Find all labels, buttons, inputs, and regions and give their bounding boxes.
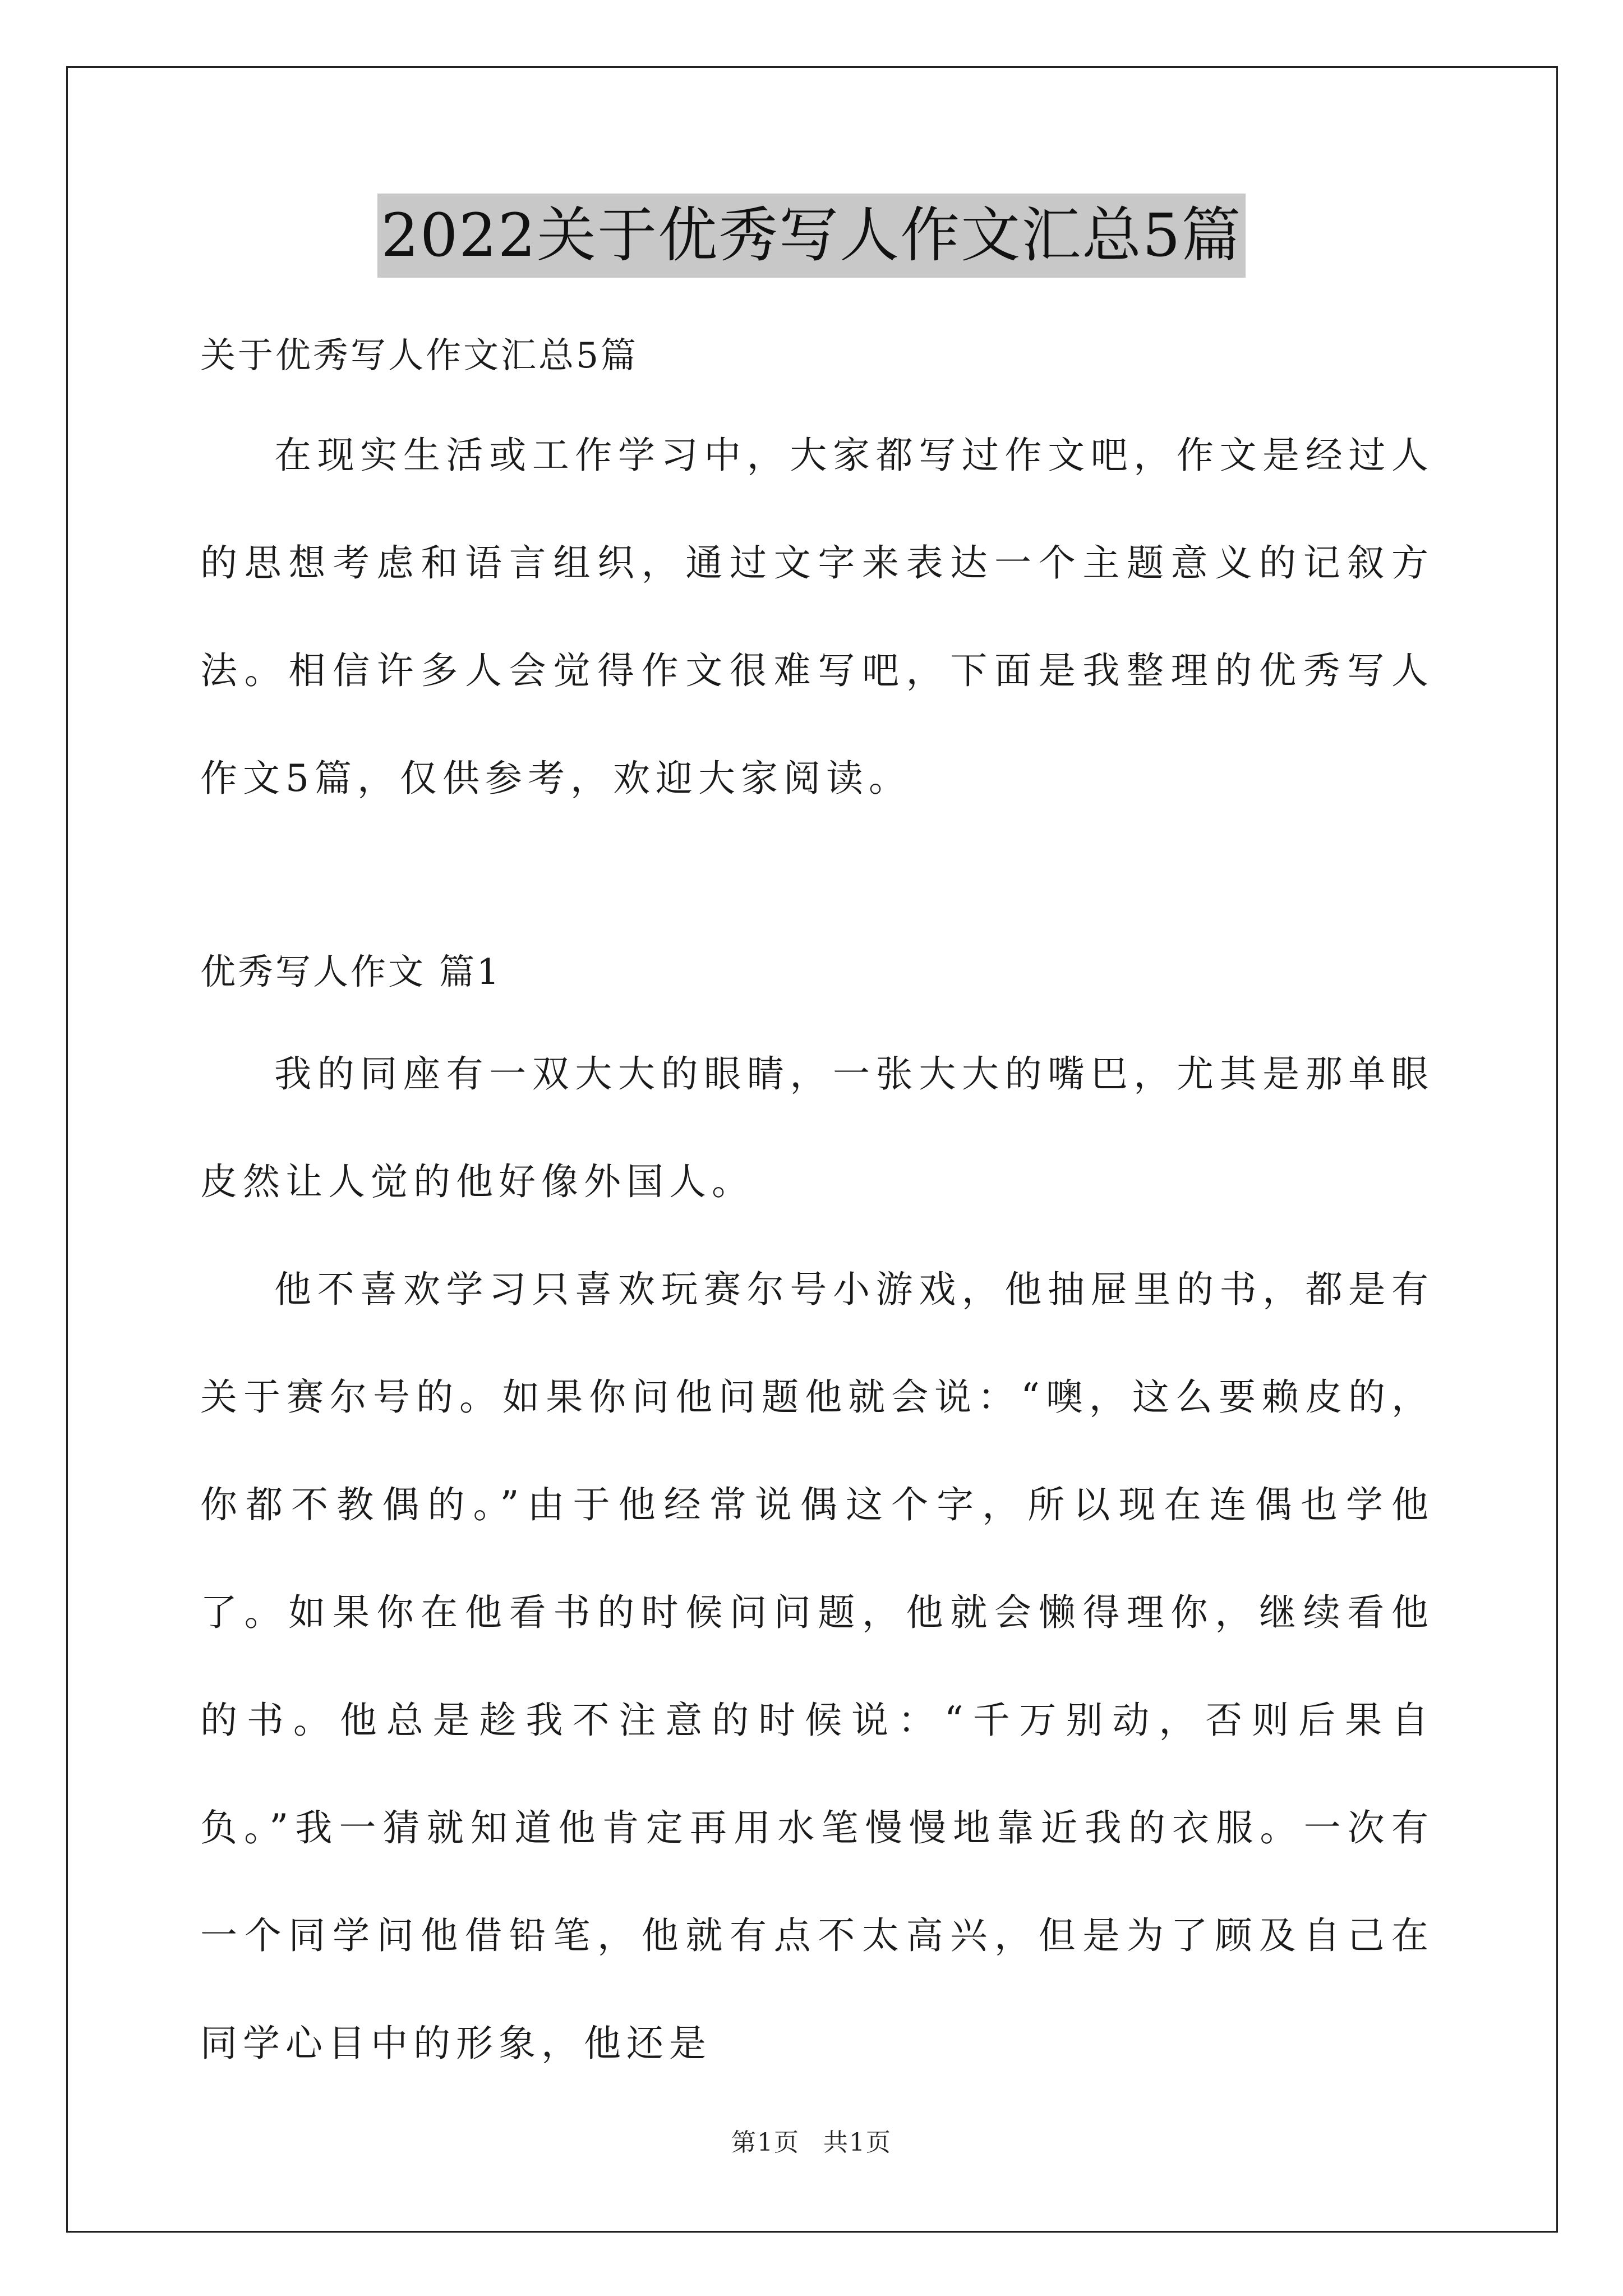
- page-total: 共1页: [823, 2128, 892, 2157]
- intro-paragraph: 在现实生活或工作学习中，大家都写过作文吧，作文是经过人的思想考虑和语言组织，通过文字来表达一个主题意义的记叙方法。相信许多人会觉得作文很难写吧，下面是我整理的优秀写人作文5篇，仅供参考，欢迎大家阅读。: [200, 434, 1434, 800]
- document-body: [200, 314, 1434, 2097]
- document-subtitle: 关于优秀写人作文汇总5篇: [200, 335, 639, 376]
- document-title: 2022关于优秀写人作文汇总5篇: [377, 194, 1245, 278]
- page-number: 第1页: [731, 2128, 800, 2157]
- body-paragraph: 我的同座有一双大大的眼睛，一张大大的嘴巴，尤其是那单眼皮然让人觉的他好像外国人。: [200, 1052, 1434, 1203]
- page-footer: [0, 2126, 1623, 2160]
- title-container: [0, 194, 1623, 278]
- body-paragraph: 他不喜欢学习只喜欢玩赛尔号小游戏，他抽屉里的书，都是有关于赛尔号的。如果你问他问题他就会说：“噢，这么要赖皮的，你都不教偶的。”由于他经常说偶这个字，所以现在连偶也学他了。如果你在他看书的时候问问题，他就会懒得理你，继续看他的书。他总是趁我不注意的时候说：“千万别动，否则后果自负。”我一猜就知道他肯定再用水笔慢慢地靠近我的衣服。一次有一个同学问他借铅笔，他就有点不太高兴，但是为了顾及自己在同学心目中的形象，他还是: [200, 1268, 1434, 2065]
- section-heading: 优秀写人作文 篇1: [200, 951, 502, 992]
